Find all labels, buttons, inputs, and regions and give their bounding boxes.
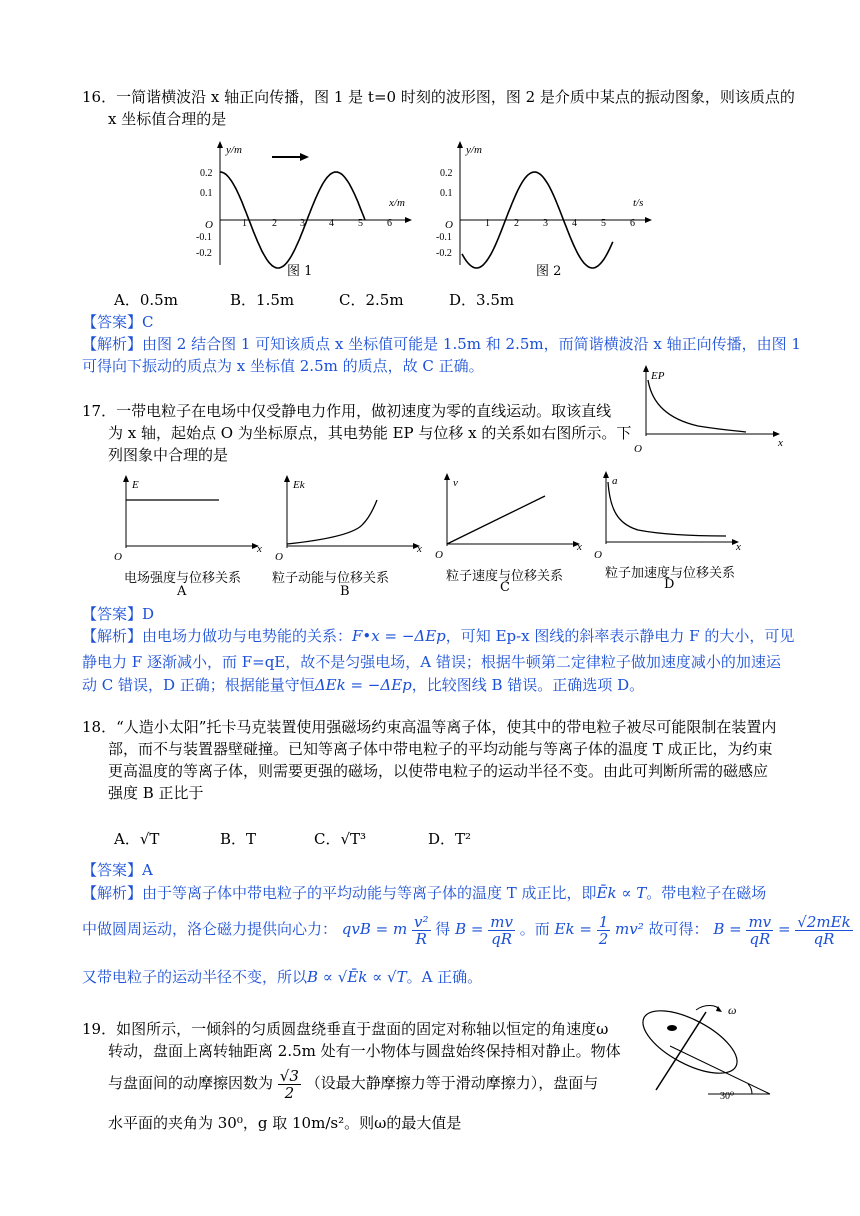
q18-analysis-1a: 【解析】由于等离子体中带电粒子的平均动能与等离子体的温度 T 成正比，即 bbox=[82, 884, 597, 902]
q17-analysis-1b: ，可知 Ep-x 图线的斜率表示静电力 F 的大小，可见 bbox=[445, 627, 795, 645]
q16-analysis-1: 【解析】由图 2 结合图 1 可知该质点 x 坐标值可能是 1.5m 和 2.5m，而简谐横波沿 x 轴正向传播，由图 1 bbox=[82, 335, 801, 353]
fig1-xtick-2: 2 bbox=[272, 218, 277, 229]
q17-main-origin: O bbox=[634, 443, 642, 455]
q18-analysis-1 bbox=[82, 882, 766, 904]
q18-frac-half: $\frac{1}{2}$ bbox=[598, 912, 609, 948]
q18-frac-sqrt: $\frac{\text{√2mEk}}{qR}$ bbox=[797, 912, 851, 948]
fig2-origin: O bbox=[445, 219, 453, 231]
graph-d-origin: O bbox=[594, 549, 602, 561]
q18-frac-v2-r: $\frac{\text{v²}}{R}$ bbox=[414, 912, 429, 948]
q19-omega-label: ω bbox=[728, 1003, 737, 1017]
graph-b-letter: B bbox=[340, 584, 350, 599]
graph-a-y-label: E bbox=[132, 479, 139, 491]
fig2-ytick-3: -0.2 bbox=[436, 248, 452, 259]
q18-analysis-2: 中做圆周运动，洛仑磁力提供向心力： qvB = m $\frac{\text{v²}}{R}$ 得 B = $\frac{mv}{qR}$ 。而 Ek = $\frac{1}{2}$ mv² 故可得： B = $\frac{mv}{qR}$ = $\frac{\text{√2mEk}}{qR}$ bbox=[82, 912, 851, 948]
q17-analysis-1 bbox=[82, 625, 794, 647]
fig2-x-label: t/s bbox=[633, 197, 644, 209]
q17-graph-c bbox=[435, 472, 595, 564]
q19-stem-line-1: 19．如图所示，一倾斜的匀质圆盘绕垂直于盘面的固定对称轴以恒定的角速度ω bbox=[82, 1020, 609, 1038]
q19-stem-line-4: 水平面的夹角为 30⁰，g 取 10m/s²。则ω的最大值是 bbox=[108, 1114, 462, 1132]
q17-formula-2: ΔEk = −ΔEp bbox=[314, 676, 412, 694]
fig1-ytick-3: -0.2 bbox=[196, 248, 212, 259]
fig1-xtick-4: 4 bbox=[329, 218, 334, 229]
graph-b-caption: 粒子动能与位移关系 bbox=[272, 571, 390, 586]
q17-stem-line-2: 为 x 轴，起始点 O 为坐标原点，其电势能 EP 与位移 x 的关系如右图所示。下 bbox=[108, 424, 632, 442]
q17-stem-line-1: 17．一带电粒子在电场中仅受静电力作用，做初速度为零的直线运动。取该直线 bbox=[82, 402, 612, 420]
fig1-y-label: y/m bbox=[226, 144, 242, 156]
q17-analysis-3b: ，比较图线 B 错误。正确选项 D。 bbox=[411, 676, 645, 694]
fig1-ytick-2: -0.1 bbox=[196, 232, 212, 243]
q18-stem-line-3: 更高温度的等离子体，则需要更强的磁场，以使带电粒子的运动半径不变。由此可判断所需的磁感应 bbox=[108, 762, 769, 780]
fig2-xtick-1: 1 bbox=[485, 218, 490, 229]
q18-stem-line-4: 强度 B 正比于 bbox=[108, 784, 204, 802]
fig2-y-label: y/m bbox=[466, 144, 482, 156]
q18-formula-1: Ēk ∝ T bbox=[596, 884, 647, 902]
fig2-caption: 图 2 bbox=[536, 264, 562, 279]
q18-answer: 【答案】A bbox=[82, 861, 153, 879]
graph-d-x-label: x bbox=[736, 541, 741, 553]
q16-option-b: B．1.5m bbox=[230, 291, 295, 309]
q16-option-c: C．2.5m bbox=[339, 291, 404, 309]
graph-c-origin: O bbox=[435, 549, 443, 561]
q16-figure-1 bbox=[190, 140, 420, 280]
graph-b-y-label: Ek bbox=[293, 479, 305, 491]
q17-analysis-3 bbox=[82, 674, 644, 696]
q17-main-graph bbox=[628, 364, 788, 456]
q18-formula-qvb: qvB = m bbox=[341, 920, 408, 938]
fig1-origin: O bbox=[205, 219, 213, 231]
graph-c-x-label: x bbox=[577, 541, 582, 553]
q16-figure-2 bbox=[430, 140, 660, 280]
q18-analysis-3b: 。A 正确。 bbox=[406, 968, 483, 986]
graph-c-caption: 粒子速度与位移关系 bbox=[446, 569, 564, 584]
graph-d-caption: 粒子加速度与位移关系 bbox=[605, 566, 736, 581]
fig1-ytick-1: 0.1 bbox=[200, 188, 213, 199]
fig2-xtick-6: 6 bbox=[630, 218, 635, 229]
fig1-x-label: x/m bbox=[389, 197, 405, 209]
q18-frac-mv-qr-2: $\frac{mv}{qR}$ bbox=[748, 912, 772, 948]
graph-a-caption: 电场强度与位移关系 bbox=[124, 571, 242, 586]
graph-a-letter: A bbox=[177, 584, 187, 599]
graph-a-origin: O bbox=[114, 551, 122, 563]
q18-option-a: A．√T bbox=[114, 830, 160, 848]
fig2-xtick-5: 5 bbox=[601, 218, 606, 229]
fig1-xtick-3: 3 bbox=[300, 218, 305, 229]
q17-main-x-label: x bbox=[778, 437, 783, 449]
fig2-ytick-1: 0.1 bbox=[440, 188, 453, 199]
q19-frac-sqrt3-2: $\frac{√3}{2}$ bbox=[279, 1066, 299, 1102]
q17-formula-1: F•x = −ΔEp bbox=[352, 627, 446, 645]
q17-graph-a bbox=[112, 474, 272, 566]
q19-disk-figure bbox=[630, 1002, 780, 1102]
fig1-caption: 图 1 bbox=[287, 264, 313, 279]
fig2-xtick-3: 3 bbox=[543, 218, 548, 229]
q18-option-d: D．T² bbox=[428, 830, 472, 848]
q16-stem-line-2: x 坐标值合理的是 bbox=[108, 110, 227, 128]
q16-option-a: A．0.5m bbox=[114, 291, 178, 309]
q17-analysis-3a: 动 C 错误，D 正确；根据能量守恒 bbox=[82, 676, 315, 694]
q18-stem-line-1: 18．“人造小太阳”托卡马克装置使用强磁场约束高温等离子体，使其中的带电粒子被尽可能限制在装置内 bbox=[82, 718, 777, 736]
graph-b-origin: O bbox=[275, 551, 283, 563]
q17-analysis-1a: 【解析】由电场力做功与电势能的关系： bbox=[82, 627, 353, 645]
q16-analysis-2: 可得向下振动的质点为 x 坐标值 2.5m 的质点，故 C 正确。 bbox=[82, 357, 484, 375]
q18-stem-line-2: 部，而不与装置器壁碰撞。已知等离子体中带电粒子的平均动能与等离子体的温度 T 成正比，为约束 bbox=[108, 740, 773, 758]
q17-stem-line-3: 列图象中合理的是 bbox=[108, 446, 229, 464]
q17-graph-b bbox=[275, 474, 435, 566]
graph-b-x-label: x bbox=[417, 543, 422, 555]
q18-analysis-1b: 。带电粒子在磁场 bbox=[646, 884, 767, 902]
fig1-xtick-1: 1 bbox=[242, 218, 247, 229]
fig1-ytick-0: 0.2 bbox=[200, 168, 213, 179]
q17-analysis-2: 静电力 F 逐渐减小，而 F=qE，故不是匀强电场，A 错误；根据牛顿第二定律粒子做加速度减小的加速运 bbox=[82, 653, 781, 671]
q18-formula-3: B ∝ √Ēk ∝ √T bbox=[307, 968, 407, 986]
fig2-ytick-2: -0.1 bbox=[436, 232, 452, 243]
fig2-ytick-0: 0.2 bbox=[440, 168, 453, 179]
q17-graph-d bbox=[594, 470, 754, 562]
q16-stem-line-1: 16．一简谐横波沿 x 轴正向传播，图 1 是 t=0 时刻的波形图，图 2 是介质中某点的振动图象，则该质点的 bbox=[82, 88, 795, 106]
graph-d-y-label: a bbox=[612, 475, 618, 487]
q16-option-d: D．3.5m bbox=[449, 291, 515, 309]
q17-answer: 【答案】D bbox=[82, 605, 155, 623]
fig2-xtick-4: 4 bbox=[572, 218, 577, 229]
q17-main-y-label: EP bbox=[651, 370, 665, 382]
graph-c-letter: C bbox=[500, 580, 510, 595]
q18-option-c: C．√T³ bbox=[314, 830, 367, 848]
q18-frac-mv-qr: $\frac{mv}{qR}$ bbox=[490, 912, 513, 948]
q18-option-b: B．T bbox=[220, 830, 257, 848]
q18-analysis-3 bbox=[82, 966, 482, 988]
q18-analysis-2a: 中做圆周运动，洛仑磁力提供向心力： bbox=[82, 920, 338, 938]
q16-answer: 【答案】C bbox=[82, 313, 154, 331]
q19-stem-line-3: 与盘面间的动摩擦因数为 $\frac{√3}{2}$ （设最大静摩擦力等于滑动摩擦力），盘面与 bbox=[108, 1066, 599, 1102]
fig1-xtick-6: 6 bbox=[387, 218, 392, 229]
q19-stem-line-2: 转动，盘面上离转轴距离 2.5m 处有一小物体与圆盘始终保持相对静止。物体 bbox=[108, 1042, 621, 1060]
graph-d-letter: D bbox=[664, 577, 675, 592]
fig1-xtick-5: 5 bbox=[358, 218, 363, 229]
q19-angle-label: 30⁰ bbox=[720, 1091, 735, 1102]
graph-a-x-label: x bbox=[257, 543, 262, 555]
graph-c-y-label: v bbox=[453, 477, 458, 489]
fig2-xtick-2: 2 bbox=[514, 218, 519, 229]
q18-analysis-3a: 又带电粒子的运动半径不变，所以 bbox=[82, 968, 308, 986]
